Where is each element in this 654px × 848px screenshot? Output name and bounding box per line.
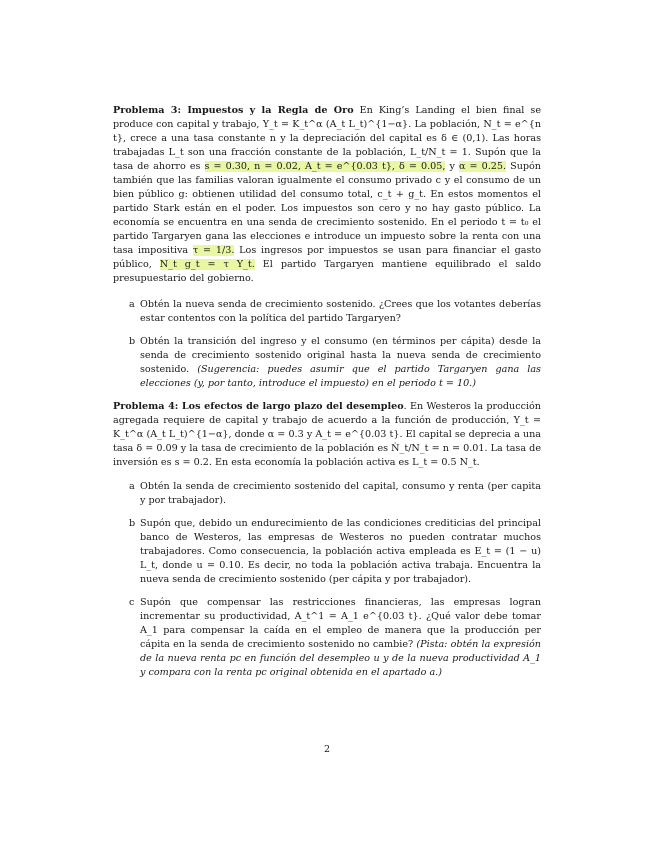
item-text: Supón que compensar las restricciones financieras, las empresas logran incrementar su productividad, A_t^1 = A_1 e^{0.03 t}. ¿Qué valor debe tomar A_1 para compensar la caída en el empleo de manera que la producción per cápita en la senda de crecimiento sostenido no cambie?	[140, 597, 541, 650]
item-text: Obtén la transición del ingreso y el consumo (en términos per cápita) desde la senda de crecimiento sostenido original hasta la nueva senda de crecimiento sostenido.	[140, 336, 541, 375]
document-page	[113, 104, 541, 689]
problem-4-items	[113, 480, 541, 680]
item-marker: c	[129, 597, 135, 608]
item-text: Obtén la senda de crecimiento sostenido del capital, consumo y renta (per capita y por trabajador).	[140, 481, 541, 506]
item-marker: b	[129, 518, 136, 529]
page-number: 2	[323, 744, 331, 755]
item-marker: a	[129, 481, 135, 492]
list-item	[113, 596, 541, 680]
population-equation: N_t = e^{n t}	[113, 119, 541, 144]
item-hint: (Pista: obtén la expresión de la nueva renta pc en función del desempleo u y de la nueva productividad A_1 y compara con la renta pc original obtenida en el apartado a.)	[140, 639, 541, 678]
item-hint: (Sugerencia: puedes asumir que el partido Targaryen gana las elecciones (y, por tanto, introduce el impuesto) en el periodo t = 10.)	[140, 364, 541, 389]
list-item	[113, 335, 541, 391]
problem-4-title: Problema 4: Los efectos de largo plazo del desempleo	[113, 401, 404, 412]
highlight-tax-rate: τ = 1/3.	[192, 245, 235, 256]
problem-3-statement: Problema 3: Impuestos y la Regla de Oro En King’s Landing el bien final se produce con capital y trabajo, Y_t = K_t^α (A_t L_t)^{1−α}. La población, N_t = e^{n t}, crece a una tasa constante n y la depreciación del capital es δ ∈ (0,1). Las horas trabajadas L_t son una fracción constante de la población, L_t/N_t = 1. Supón que la tasa de ahorro es s = 0.30, n = 0.02, A_t = e^{0.03 t}, δ = 0.05, y α = 0.25. Supón también que las familias valoran igualmente el consumo privado c y el consumo de un bien público g: obtienen utilidad del consumo total, c_t + g_t. En estos momentos el partido Stark están en el poder. Los impuestos son cero y no hay gasto público. La economía se encuentra en una senda de crecimiento sostenido. En el periodo t = t₀ el partido Targaryen gana las elecciones e introduce un impuesto sobre la renta con una tasa impositiva τ = 1/3. Los ingresos por impuestos se usan para financiar el gasto público, N_t g_t = τ Y_t. El partido Targaryen mantiene equilibrado el saldo presupuestario del gobierno.	[113, 105, 541, 284]
list-item	[113, 480, 541, 508]
item-text: Obtén la nueva senda de crecimiento sostenido. ¿Crees que los votantes deberías estar contentos con la política del partido Targaryen?	[140, 299, 541, 324]
item-marker: b	[129, 336, 136, 347]
problem-3-items	[113, 298, 541, 391]
production-function: Y_t = K_t^α (A_t L_t)^{1−α}	[262, 119, 409, 130]
problem-4-statement: Problema 4: Los efectos de largo plazo del desempleo. En Westeros la producción agregada requiere de capital y trabajo de acuerdo a la función de producción, Y_t = K_t^α (A_t L_t)^{1−α}, donde α = 0.3 y A_t = e^{0.03 t}. El capital se deprecia a una tasa δ = 0.09 y la tasa de crecimiento de la población es Ṅ_t/N_t = n = 0.01. La tasa de inversión es s = 0.2. En esta economía la población activa es L_t = 0.5 N_t.	[113, 401, 541, 468]
highlight-alpha: α = 0.25.	[458, 161, 507, 172]
problem-3-title: Problema 3: Impuestos y la Regla de Oro	[113, 105, 354, 116]
item-marker: a	[129, 299, 135, 310]
item-text: Supón que, debido un endurecimiento de las condiciones crediticias del principal banco de Westeros, las empresas de Westeros no pueden contratar muchos trabajadores. Como consecuencia, la población activa empleada es E_t = (1 − u) L_t, donde u = 0.10. Es decir, no toda la población activa trabaja. Encuentra la nueva senda de crecimiento sostenido (per cápita y por trabajador).	[140, 518, 541, 585]
list-item	[113, 298, 541, 326]
list-item	[113, 517, 541, 587]
highlight-parameters: s = 0.30, n = 0.02, A_t = e^{0.03 t}, δ = 0.05,	[204, 161, 446, 172]
highlight-budget: N_t g_t = τ Y_t.	[159, 259, 255, 270]
